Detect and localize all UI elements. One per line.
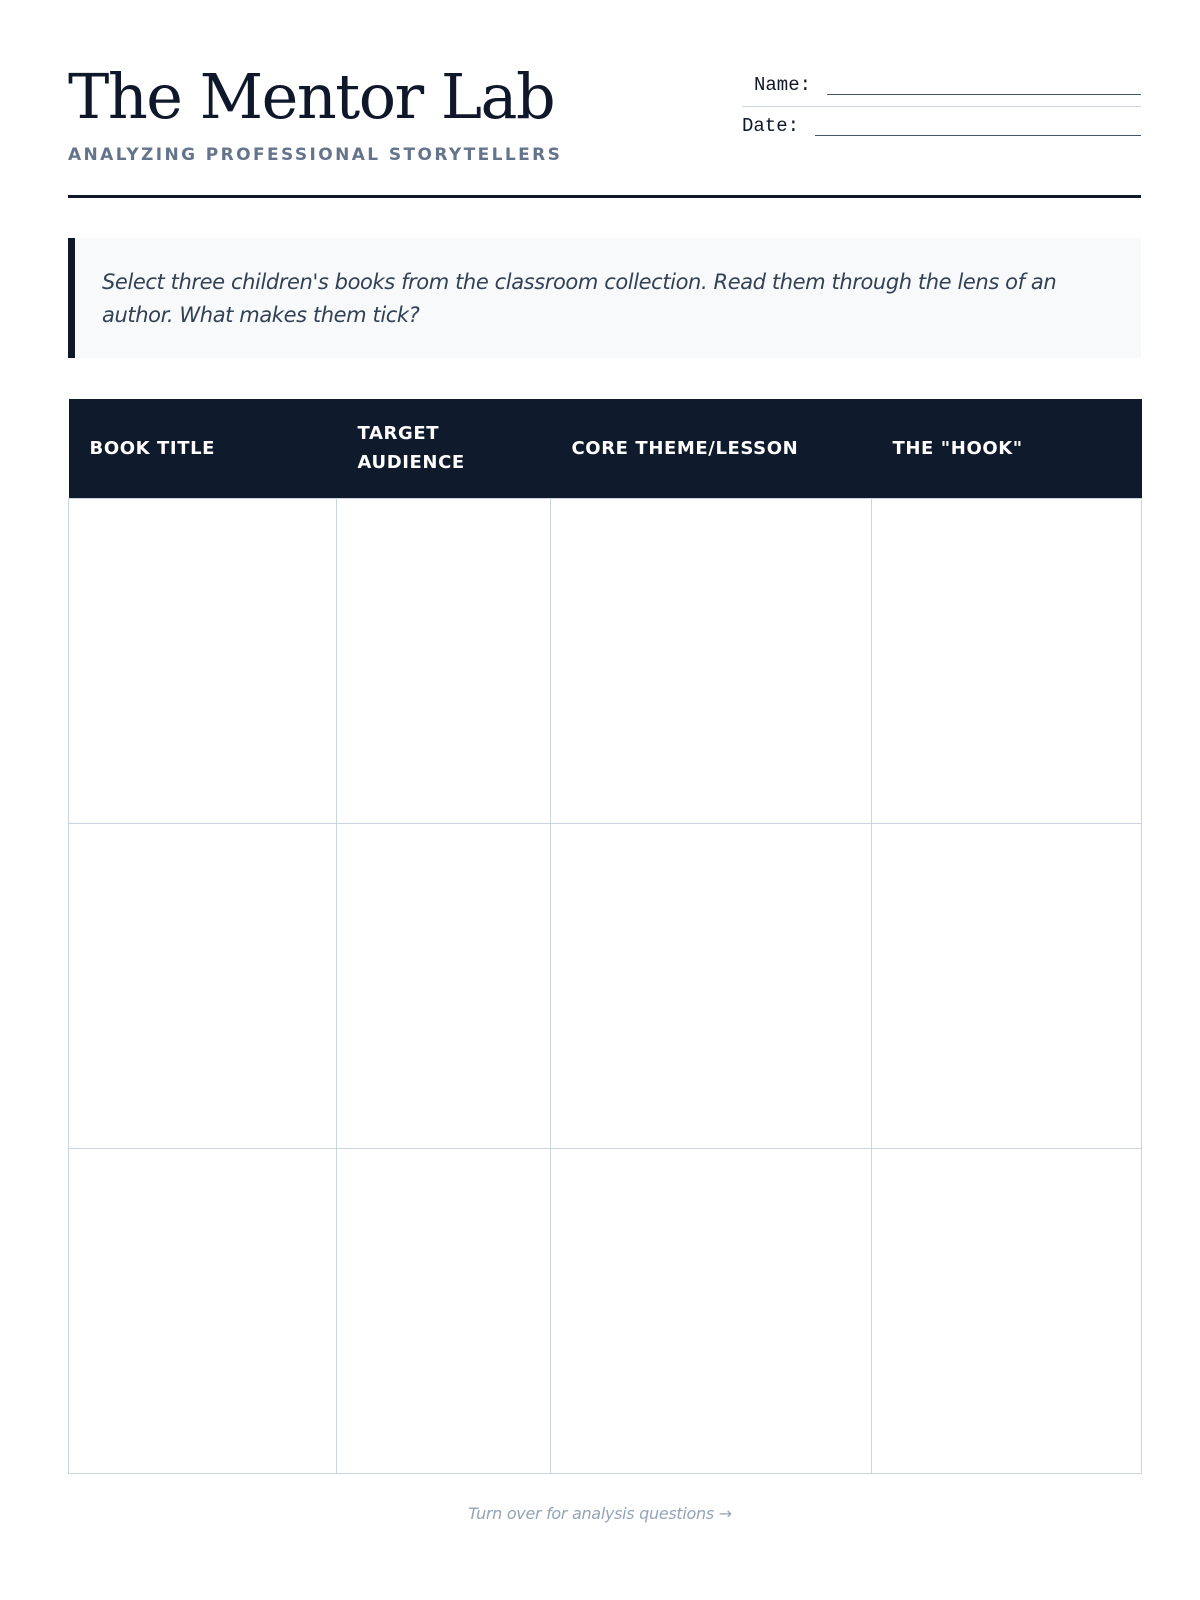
column-header-hook: THE "HOOK" <box>872 399 1142 498</box>
book-title-cell[interactable] <box>69 498 337 823</box>
core-theme-cell[interactable] <box>551 1148 872 1473</box>
instructions-box <box>68 238 1141 358</box>
book-title-cell[interactable] <box>69 1148 337 1473</box>
table-row <box>69 498 1142 823</box>
core-theme-cell[interactable] <box>551 823 872 1148</box>
book-analysis-table <box>68 399 1142 1474</box>
core-theme-cell[interactable] <box>551 498 872 823</box>
page-title: The Mentor Lab <box>68 60 555 133</box>
book-title-cell[interactable] <box>69 823 337 1148</box>
hook-cell[interactable] <box>872 1148 1142 1473</box>
table-header-row <box>69 399 1142 498</box>
column-header-core-theme: CORE THEME/LESSON <box>551 399 872 498</box>
table-row <box>69 1148 1142 1473</box>
page-subtitle: ANALYZING PROFESSIONAL STORYTELLERS <box>68 145 563 165</box>
header-divider <box>68 195 1141 198</box>
target-audience-cell[interactable] <box>337 823 551 1148</box>
column-header-target-audience: TARGET AUDIENCE <box>337 399 551 498</box>
column-header-book-title: BOOK TITLE <box>69 399 337 498</box>
hook-cell[interactable] <box>872 823 1142 1148</box>
date-label: Date: <box>742 115 800 137</box>
name-field[interactable] <box>742 66 1141 106</box>
name-blank-line[interactable] <box>827 94 1141 95</box>
student-info-fields <box>742 66 1141 147</box>
worksheet-header <box>68 56 1141 198</box>
table-row <box>69 823 1142 1148</box>
hook-cell[interactable] <box>872 498 1142 823</box>
target-audience-cell[interactable] <box>337 498 551 823</box>
name-label: Name: <box>754 74 812 96</box>
footer-note: Turn over for analysis questions → <box>468 1504 732 1523</box>
instructions-text: Select three children's books from the classroom collection. Read them through the lens of an author. What makes them tick? <box>102 270 1057 327</box>
target-audience-cell[interactable] <box>337 1148 551 1473</box>
date-blank-line[interactable] <box>815 135 1141 136</box>
date-field[interactable] <box>742 107 1141 147</box>
